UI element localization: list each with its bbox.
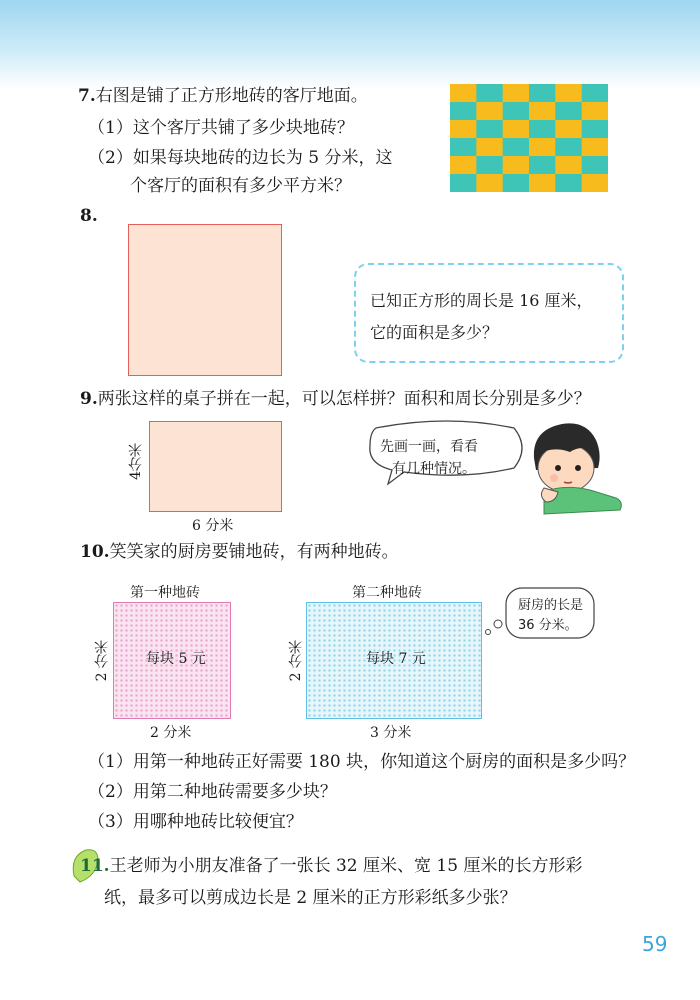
floor-tile	[476, 120, 503, 139]
tile1-side-label: 2 分米	[94, 640, 110, 682]
tile2-title: 第二种地砖	[352, 585, 422, 601]
floor-tile	[555, 102, 582, 121]
floor-tile	[503, 102, 530, 121]
question-8-callout	[354, 263, 624, 363]
floor-tile	[529, 156, 556, 175]
floor-tile	[582, 84, 608, 103]
floor-tile	[503, 138, 530, 157]
floor-tile	[555, 84, 582, 103]
callout-line-2: 它的面积是多少？	[370, 323, 499, 342]
question-7-number: 7.	[78, 86, 96, 106]
boy-thinking-illustration	[524, 418, 628, 516]
square-figure	[128, 224, 282, 376]
floor-tile	[529, 138, 556, 157]
floor-tile	[450, 138, 477, 157]
question-7-sub2-line2: 个客厅的面积有多少平方米？	[130, 176, 351, 196]
checkerboard-floor-tiles	[450, 84, 608, 192]
question-8-num: 8.	[80, 206, 98, 226]
floor-tile	[450, 102, 477, 121]
desk-height-label: 4分米	[128, 443, 144, 480]
floor-tile	[476, 138, 503, 157]
callout-line-1: 已知正方形的周长是 16 厘米，	[370, 291, 593, 310]
question-10-text: 笑笑家的厨房要铺地砖，有两种地砖。	[109, 542, 399, 562]
tile2-bottom-label: 3 分米	[370, 725, 412, 741]
floor-tile	[450, 156, 477, 175]
floor-tile	[503, 156, 530, 175]
tile1-title: 第一种地砖	[130, 585, 200, 601]
floor-tile	[529, 102, 556, 121]
kitchen-bubble-line-2: 36 分米。	[518, 618, 578, 633]
floor-tile	[503, 120, 530, 139]
question-10	[80, 540, 399, 564]
floor-tile	[582, 156, 608, 175]
question-11	[80, 854, 582, 878]
floor-tile	[476, 174, 503, 192]
question-9-text: 两张这样的桌子拼在一起，可以怎样拼？面积和周长分别是多少？	[97, 389, 591, 409]
question-11-number: 11.	[80, 856, 110, 876]
floor-tile	[555, 120, 582, 139]
tile1-price: 每块 5 元	[146, 651, 206, 667]
floor-tile	[582, 138, 608, 157]
floor-tile	[503, 84, 530, 103]
question-7-text: 右图是铺了正方形地砖的客厅地面。	[95, 86, 368, 106]
floor-tile	[582, 174, 608, 192]
floor-tile	[450, 174, 477, 192]
floor-tile	[450, 84, 477, 103]
question-7	[78, 84, 368, 108]
question-7-sub1: （1）这个客厅共铺了多少块地砖？	[88, 118, 354, 138]
question-10-sub2: （2）用第二种地砖需要多少块？	[88, 782, 337, 802]
question-11-line2: 纸，最多可以剪成边长是 2 厘米的正方形彩纸多少张？	[104, 888, 517, 908]
floor-tile	[582, 102, 608, 121]
boy-bubble-line-2: 有几种情况。	[392, 461, 476, 477]
question-10-sub3: （3）用哪种地砖比较便宜？	[88, 812, 303, 832]
floor-tile	[529, 120, 556, 139]
floor-tile	[529, 174, 556, 192]
desk-rectangle	[149, 421, 282, 512]
question-11-line1: 王老师为小朋友准备了一张长 32 厘米、宽 15 厘米的长方形彩	[109, 856, 583, 876]
question-9	[80, 387, 591, 411]
floor-tile	[503, 174, 530, 192]
question-7-sub2-line1: （2）如果每块地砖的边长为 5 分米，这	[88, 148, 393, 168]
question-10-sub1: （1）用第一种地砖正好需要 180 块，你知道这个厨房的面积是多少吗？	[88, 752, 636, 772]
floor-tile	[529, 84, 556, 103]
floor-tile	[476, 84, 503, 103]
floor-tile	[555, 138, 582, 157]
floor-tile	[582, 120, 608, 139]
page-number: 59	[642, 932, 668, 956]
floor-tile	[555, 156, 582, 175]
tile2-side-label: 2 分米	[288, 640, 304, 682]
tile1-bottom-label: 2 分米	[150, 725, 192, 741]
question-8-number	[80, 204, 98, 228]
desk-width-label: 6 分米	[192, 518, 234, 534]
kitchen-bubble-line-1: 厨房的长是	[518, 598, 584, 613]
question-9-number: 9.	[80, 389, 98, 409]
floor-tile	[476, 102, 503, 121]
floor-tile	[555, 174, 582, 192]
floor-tile	[450, 120, 477, 139]
question-10-number: 10.	[80, 542, 110, 562]
floor-tile	[476, 156, 503, 175]
tile2-price: 每块 7 元	[366, 651, 426, 667]
header-gradient-band	[0, 0, 700, 90]
boy-bubble-line-1: 先画一画，看看	[380, 439, 478, 455]
